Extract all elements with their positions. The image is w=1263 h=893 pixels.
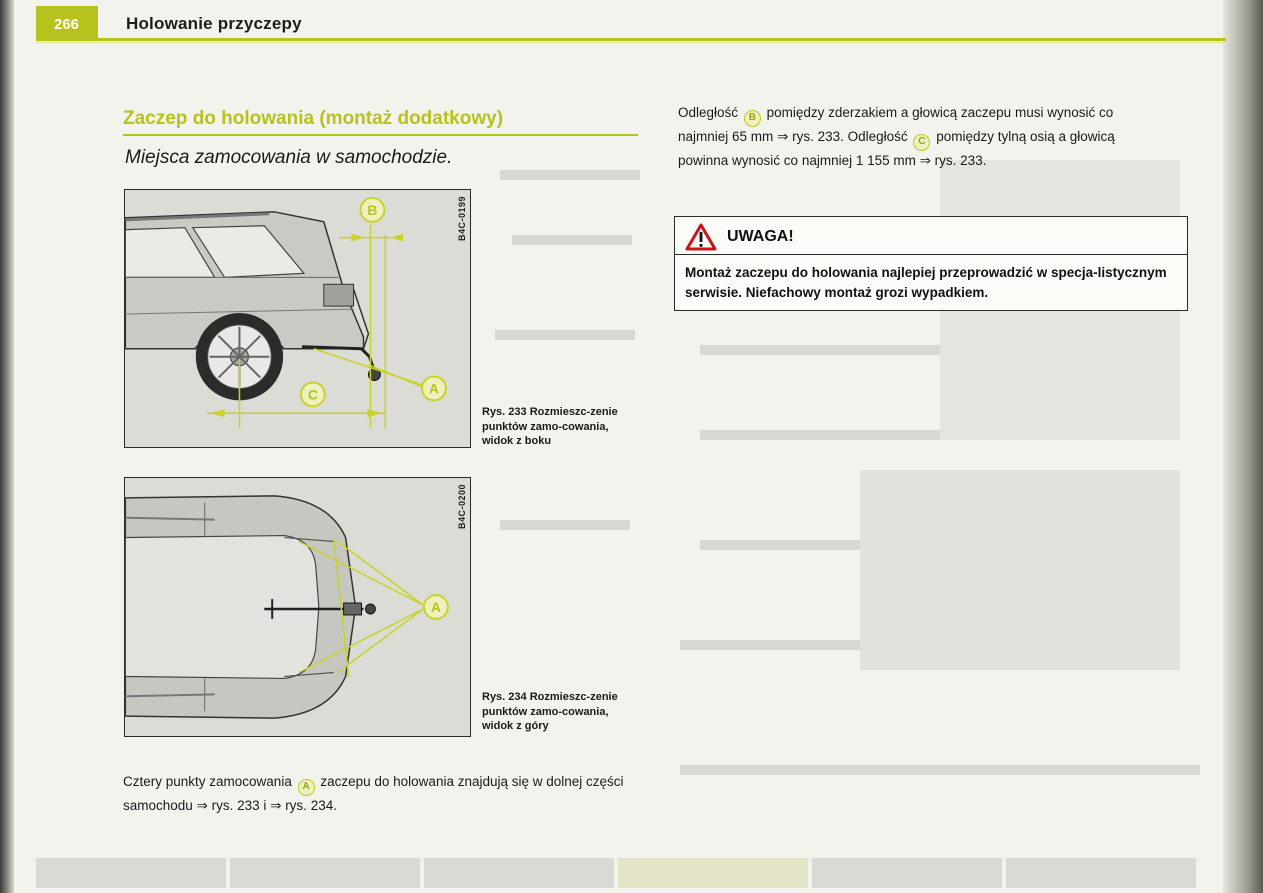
mounting-points-text xyxy=(123,772,643,816)
warning-body: Montaż zaczepu do holowania najlepiej przeprowadzić w specja-listycznym serwisie. Niefachowy montaż grozi wypadkiem. xyxy=(685,265,1167,300)
warning-box xyxy=(674,216,1188,311)
figure-top-view xyxy=(124,477,471,737)
ghost-line xyxy=(680,765,1200,775)
header-rule xyxy=(36,38,1226,41)
section-underline xyxy=(123,134,638,136)
chapter-tab xyxy=(36,858,226,888)
chapter-tab xyxy=(812,858,1002,888)
book-spine-left xyxy=(0,0,14,893)
text-segment: Cztery punkty zamocowania xyxy=(123,774,292,789)
figure-caption-233: Rys. 233 Rozmieszc-zenie punktów zamo-cowania, widok z boku xyxy=(482,406,618,447)
running-head: Holowanie przyczepy xyxy=(126,14,302,33)
callout-a-top xyxy=(424,595,448,619)
warning-header xyxy=(675,217,1187,255)
section-title: Zaczep do holowania (montaż dodatkowy) xyxy=(123,108,504,129)
callout-badge-c: C xyxy=(913,134,930,151)
callout-b-label: B xyxy=(367,201,378,218)
figure-caption-234: Rys. 234 Rozmieszc-zenie punktów zamo-cowania, widok z góry xyxy=(482,691,618,732)
ghost-figure xyxy=(860,470,1180,670)
callout-c xyxy=(301,383,325,407)
callout-badge-a: A xyxy=(298,779,315,796)
text-segment: pomiędzy zderzakiem a głowicą zaczepu musi wynosić co najmniej 65 mm ⇒ rys. 233. Odległość xyxy=(678,105,1114,144)
callout-b xyxy=(361,198,385,222)
side-view-drawing xyxy=(125,190,470,447)
page-number: 266 xyxy=(36,6,98,40)
chapter-tab xyxy=(424,858,614,888)
chapter-tabs xyxy=(36,858,1196,888)
ghost-line xyxy=(495,330,635,340)
section-subtitle: Miejsca zamocowania w samochodzie. xyxy=(125,147,453,168)
text-segment: zaczepu do holowania znajdują się w dolnej części samochodu ⇒ rys. 233 i ⇒ rys. 234. xyxy=(123,774,624,813)
figure-code: B4C-0200 xyxy=(457,484,467,530)
figure-side-view xyxy=(124,189,471,448)
warning-title: UWAGA! xyxy=(727,228,794,245)
chapter-tab-active xyxy=(618,858,808,888)
ghost-line xyxy=(500,170,640,180)
ghost-line xyxy=(500,520,630,530)
top-view-drawing xyxy=(125,478,470,736)
book-spine-right xyxy=(1223,0,1263,893)
callout-badge-b: B xyxy=(744,110,761,127)
callout-a-label: A xyxy=(428,380,439,397)
callout-a xyxy=(422,377,446,401)
distance-requirements-text xyxy=(678,103,1158,171)
figure-code: B4C-0199 xyxy=(457,196,467,242)
chapter-tab xyxy=(1006,858,1196,888)
callout-c-label: C xyxy=(307,386,318,403)
warning-triangle-icon xyxy=(685,223,717,251)
ghost-line xyxy=(512,235,632,245)
text-segment: Odległość xyxy=(678,105,739,120)
header-rule-thin xyxy=(36,42,1226,43)
text-segment: pomiędzy tylną osią a głowicą powinna wynosić co najmniej 1 155 mm ⇒ rys. 233. xyxy=(678,129,1115,168)
chapter-tab xyxy=(230,858,420,888)
callout-a-top-label: A xyxy=(430,598,441,615)
